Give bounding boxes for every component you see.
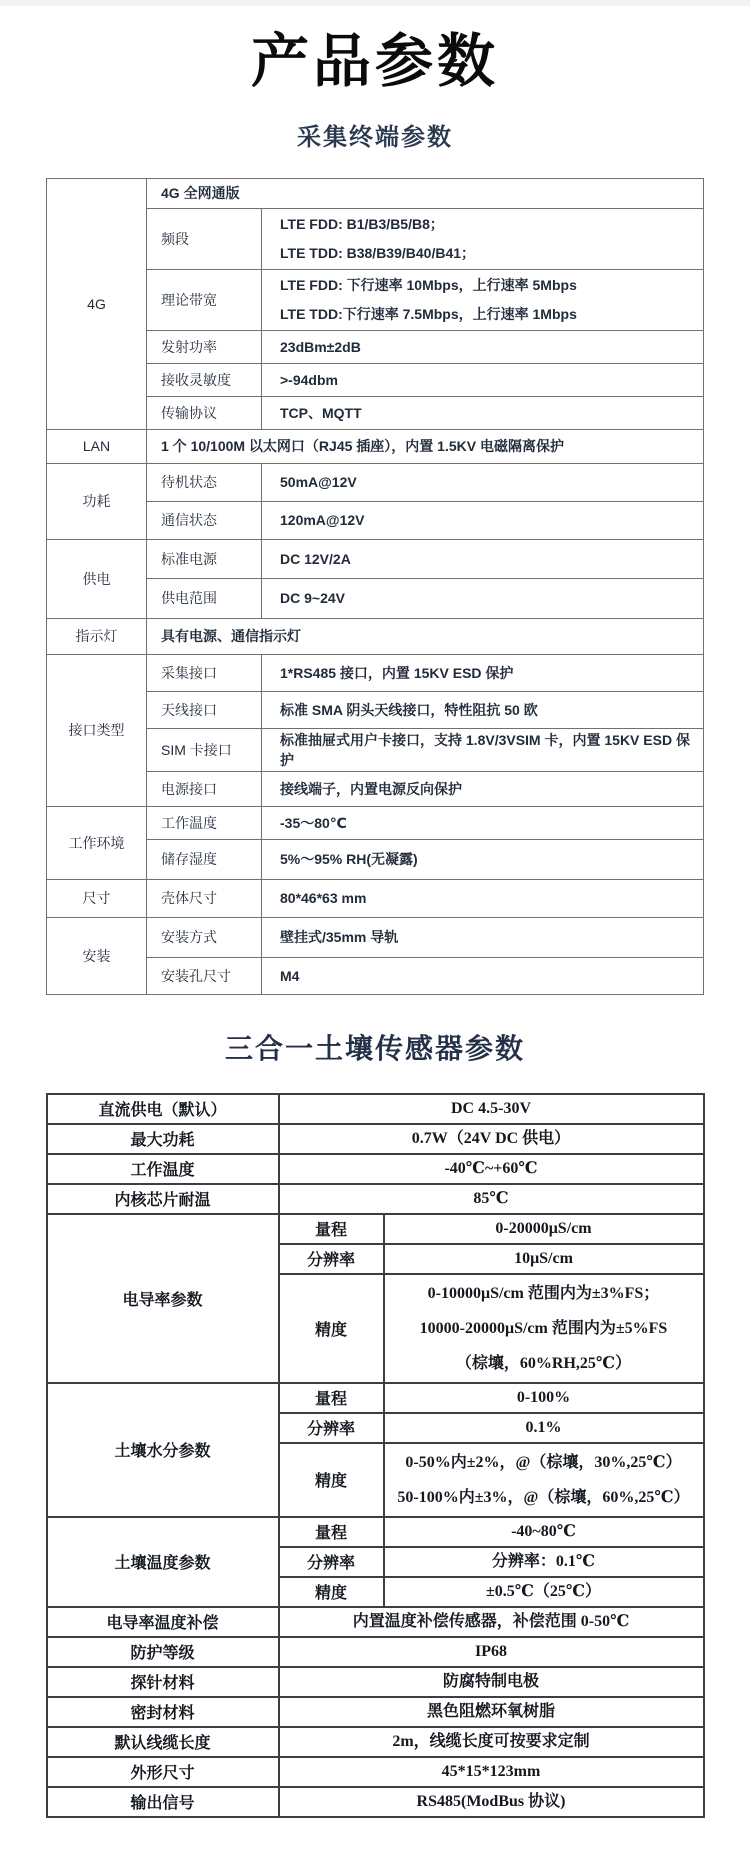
value-line: -35～80℃	[280, 814, 347, 831]
value-cell	[262, 839, 704, 879]
category-cell: 土壤温度参数	[47, 1517, 279, 1607]
category-cell: 外形尺寸	[47, 1757, 279, 1787]
value-cell	[279, 1787, 704, 1817]
category-cell: 默认线缆长度	[47, 1727, 279, 1757]
value-cell	[279, 1727, 704, 1757]
category-cell: 土壤水分参数	[47, 1383, 279, 1517]
value-line: 0.7W（24V DC 供电）	[411, 1129, 571, 1147]
value-cell	[279, 1757, 704, 1787]
sub-label-cell: 分辨率	[279, 1244, 384, 1274]
value-line: 0-100%	[516, 1388, 571, 1406]
value-line: 1*RS485 接口，内置 15KV ESD 保护	[280, 664, 514, 681]
value-cell	[384, 1577, 704, 1607]
sub-label-cell: 精度	[279, 1274, 384, 1383]
value-line: -40℃~+60℃	[444, 1159, 538, 1177]
sub-label-cell: 天线接口	[147, 691, 262, 728]
category-cell: 密封材料	[47, 1697, 279, 1727]
value-cell	[279, 1637, 704, 1667]
sub-label-cell: 电源接口	[147, 771, 262, 806]
category-cell: 直流供电（默认）	[47, 1094, 279, 1124]
sub-label-cell: 接收灵敏度	[147, 363, 262, 396]
value-cell	[262, 654, 704, 691]
sub-label-cell: 精度	[279, 1577, 384, 1607]
soil-sensor-params-table	[46, 1093, 705, 1818]
spec-row	[47, 654, 704, 691]
value-cell	[262, 728, 704, 771]
spec-row	[47, 463, 704, 501]
sub-label-cell: 供电范围	[147, 578, 262, 618]
value-line: DC 9~24V	[280, 590, 345, 607]
spec-row	[47, 1787, 704, 1817]
category-cell: 接口类型	[47, 654, 147, 806]
value-line: M4	[280, 967, 300, 984]
spec-row	[47, 1214, 704, 1244]
category-cell: 安装	[47, 917, 147, 994]
value-line: 1 个 10/100M 以太网口（RJ45 插座），内置 1.5KV 电磁隔离保护	[161, 438, 564, 455]
value-cell	[147, 618, 704, 654]
value-cell	[262, 463, 704, 501]
page-title: 产品参数	[250, 29, 499, 94]
sub-label-cell: SIM 卡接口	[147, 728, 262, 771]
value-line: 标准抽屉式用户卡接口，支持 1.8V/3VSIM 卡，内置 15KV ESD 保护	[280, 731, 690, 768]
value-cell	[384, 1383, 704, 1413]
value-line: 45*15*123mm	[441, 1762, 541, 1780]
value-line: 0-50%内±2%，@（棕壤，30%,25℃）	[405, 1453, 682, 1471]
value-line: IP68	[475, 1642, 507, 1660]
value-cell	[262, 330, 704, 363]
section-title-soil-sensor: 三合一土壤传感器参数	[224, 1032, 525, 1064]
value-cell	[279, 1154, 704, 1184]
sub-label-cell: 壳体尺寸	[147, 879, 262, 917]
value-line: 50-100%内±3%，@（棕壤，60%,25℃）	[397, 1488, 690, 1506]
value-cell	[279, 1697, 704, 1727]
value-cell	[279, 1184, 704, 1214]
value-cell	[384, 1214, 704, 1244]
value-line: 0-20000μS/cm	[495, 1219, 592, 1237]
terminal-params-table	[46, 178, 704, 995]
sub-label-cell: 量程	[279, 1214, 384, 1244]
category-cell: LAN	[47, 429, 147, 463]
sub-label-cell: 工作温度	[147, 806, 262, 839]
sub-label-cell: 量程	[279, 1383, 384, 1413]
value-line: 壁挂式/35mm 导轨	[280, 929, 399, 946]
spec-row	[47, 429, 704, 463]
value-cell	[147, 178, 704, 208]
value-line: 标准 SMA 阴头天线接口，特性阻抗 50 欧	[280, 701, 538, 718]
category-cell: 内核芯片耐温	[47, 1184, 279, 1214]
value-line: 23dBm±2dB	[280, 338, 361, 355]
value-cell	[262, 501, 704, 539]
category-cell: 电导率参数	[47, 1214, 279, 1383]
spec-row	[47, 1637, 704, 1667]
value-line: 2m，线缆长度可按要求定制	[392, 1732, 590, 1750]
value-line: 分辨率：0.1℃	[491, 1552, 596, 1570]
value-cell	[262, 539, 704, 578]
value-cell	[262, 578, 704, 618]
value-cell	[262, 208, 704, 269]
sub-label-cell: 标准电源	[147, 539, 262, 578]
value-line: LTE FDD: B1/B3/B5/B8；	[280, 215, 444, 232]
spec-row	[47, 1757, 704, 1787]
sub-label-cell: 储存湿度	[147, 839, 262, 879]
value-cell	[262, 879, 704, 917]
spec-row	[47, 618, 704, 654]
value-line: 120mA@12V	[280, 512, 365, 529]
value-cell	[279, 1607, 704, 1637]
value-line: 50mA@12V	[280, 474, 357, 491]
value-line: 黑色阻燃环氧树脂	[426, 1702, 555, 1720]
value-line: LTE TDD:下行速率 7.5Mbps，上行速率 1Mbps	[280, 305, 577, 322]
category-cell: 供电	[47, 539, 147, 618]
spec-row	[47, 1517, 704, 1547]
value-cell	[262, 917, 704, 957]
value-line: TCP、MQTT	[280, 404, 362, 421]
spec-row	[47, 539, 704, 578]
value-line: LTE TDD: B38/B39/B40/B41；	[280, 244, 476, 261]
value-line: （棕壤，60%RH,25℃）	[455, 1354, 632, 1372]
sub-label-cell: 传输协议	[147, 396, 262, 429]
value-line: 接线端子，内置电源反向保护	[280, 780, 462, 797]
value-line: 4G 全网通版	[161, 185, 240, 202]
sub-label-cell: 分辨率	[279, 1413, 384, 1443]
value-cell	[262, 957, 704, 994]
category-cell: 工作环境	[47, 806, 147, 879]
value-cell	[384, 1244, 704, 1274]
value-cell	[279, 1667, 704, 1697]
sub-label-cell: 待机状态	[147, 463, 262, 501]
value-line: -40~80℃	[511, 1522, 576, 1540]
spec-row	[47, 1154, 704, 1184]
value-line: DC 4.5-30V	[451, 1099, 531, 1117]
value-line: 0.1%	[525, 1418, 562, 1436]
sub-label-cell: 采集接口	[147, 654, 262, 691]
value-cell	[262, 806, 704, 839]
value-line: >-94dbm	[280, 371, 338, 388]
value-line: LTE FDD: 下行速率 10Mbps，上行速率 5Mbps	[280, 276, 577, 293]
value-cell	[384, 1443, 704, 1517]
value-line: 防腐特制电极	[442, 1672, 539, 1690]
spec-row	[47, 806, 704, 839]
value-cell	[147, 429, 704, 463]
value-line: DC 12V/2A	[280, 550, 351, 567]
spec-row	[47, 1607, 704, 1637]
section-title-terminal: 采集终端参数	[297, 123, 453, 151]
spec-row	[47, 1727, 704, 1757]
category-cell: 功耗	[47, 463, 147, 539]
value-cell	[262, 363, 704, 396]
spec-row	[47, 1124, 704, 1154]
value-cell	[384, 1547, 704, 1577]
spec-row	[47, 1383, 704, 1413]
category-cell: 指示灯	[47, 618, 147, 654]
value-cell	[262, 771, 704, 806]
sub-label-cell: 理论带宽	[147, 269, 262, 330]
value-cell	[279, 1124, 704, 1154]
value-cell	[262, 691, 704, 728]
sub-label-cell: 量程	[279, 1517, 384, 1547]
value-cell	[384, 1274, 704, 1383]
value-line: ±0.5℃（25℃）	[485, 1582, 602, 1600]
sub-label-cell: 频段	[147, 208, 262, 269]
spec-row	[47, 178, 704, 208]
sub-label-cell: 精度	[279, 1443, 384, 1517]
value-line: 内置温度补偿传感器，补偿范围 0-50℃	[352, 1612, 630, 1630]
spec-row	[47, 917, 704, 957]
top-strip	[0, 0, 750, 6]
value-cell	[262, 269, 704, 330]
category-cell: 4G	[47, 178, 147, 429]
sub-label-cell: 分辨率	[279, 1547, 384, 1577]
spec-row	[47, 879, 704, 917]
value-cell	[262, 396, 704, 429]
value-line: 5%～95% RH(无凝露)	[280, 851, 418, 868]
sub-label-cell: 安装方式	[147, 917, 262, 957]
value-line: 10000-20000μS/cm 范围内为±5%FS	[419, 1319, 668, 1337]
sub-label-cell: 发射功率	[147, 330, 262, 363]
value-line: 80*46*63 mm	[280, 890, 367, 907]
category-cell: 探针材料	[47, 1667, 279, 1697]
value-line: 具有电源、通信指示灯	[161, 628, 301, 645]
value-line: 0-10000μS/cm 范围内为±3%FS；	[427, 1284, 660, 1302]
category-cell: 输出信号	[47, 1787, 279, 1817]
spec-row	[47, 1094, 704, 1124]
value-cell	[384, 1413, 704, 1443]
category-cell: 工作温度	[47, 1154, 279, 1184]
value-line: RS485(ModBus 协议)	[416, 1792, 566, 1810]
category-cell: 防护等级	[47, 1637, 279, 1667]
spec-row	[47, 1697, 704, 1727]
value-cell	[384, 1517, 704, 1547]
value-line: 85℃	[473, 1189, 509, 1207]
spec-row	[47, 1184, 704, 1214]
value-line: 10μS/cm	[514, 1249, 573, 1267]
sub-label-cell: 安装孔尺寸	[147, 957, 262, 994]
category-cell: 尺寸	[47, 879, 147, 917]
category-cell: 最大功耗	[47, 1124, 279, 1154]
spec-row	[47, 1667, 704, 1697]
sub-label-cell: 通信状态	[147, 501, 262, 539]
category-cell: 电导率温度补偿	[47, 1607, 279, 1637]
value-cell	[279, 1094, 704, 1124]
